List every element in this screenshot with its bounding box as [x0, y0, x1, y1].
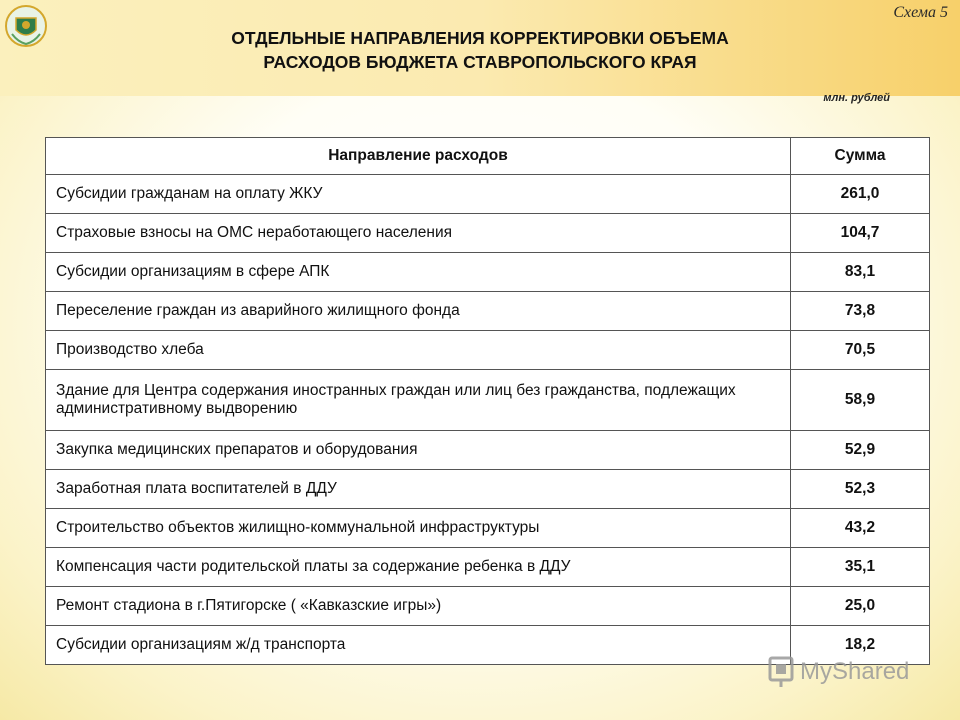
emblem-icon — [4, 4, 48, 48]
row-direction: Субсидии организациям в сфере АПК — [46, 253, 791, 292]
table-header-row — [46, 138, 930, 175]
row-direction: Страховые взносы на ОМС неработающего населения — [46, 214, 791, 253]
watermark — [768, 656, 909, 688]
table-row — [46, 548, 930, 587]
title-line-2: РАСХОДОВ БЮДЖЕТА СТАВРОПОЛЬСКОГО КРАЯ — [263, 52, 697, 72]
row-direction: Переселение граждан из аварийного жилищного фонда — [46, 292, 791, 331]
row-amount: 73,8 — [791, 292, 930, 331]
row-amount: 104,7 — [791, 214, 930, 253]
table-row — [46, 175, 930, 214]
table-row — [46, 292, 930, 331]
presentation-icon — [768, 656, 794, 688]
row-amount: 261,0 — [791, 175, 930, 214]
row-direction: Ремонт стадиона в г.Пятигорске ( «Кавказские игры») — [46, 587, 791, 626]
table-row — [46, 587, 930, 626]
column-header-direction: Направление расходов — [46, 138, 791, 175]
table-row — [46, 470, 930, 509]
row-direction: Здание для Центра содержания иностранных граждан или лиц без гражданства, подлежащих административному выдворению — [46, 370, 791, 431]
row-direction: Субсидии гражданам на оплату ЖКУ — [46, 175, 791, 214]
budget-table — [45, 137, 930, 665]
watermark-text: MyShared — [800, 658, 910, 685]
table-row — [46, 214, 930, 253]
table-row — [46, 331, 930, 370]
row-direction: Закупка медицинских препаратов и оборудования — [46, 431, 791, 470]
units-label: млн. рублей — [823, 92, 890, 104]
row-direction: Заработная плата воспитателей в ДДУ — [46, 470, 791, 509]
row-amount: 70,5 — [791, 331, 930, 370]
table-row — [46, 509, 930, 548]
row-amount: 52,9 — [791, 431, 930, 470]
scheme-label: Схема 5 — [893, 4, 948, 21]
title-line-1: ОТДЕЛЬНЫЕ НАПРАВЛЕНИЯ КОРРЕКТИРОВКИ ОБЪЕМА — [231, 28, 729, 48]
column-header-amount: Сумма — [791, 138, 930, 175]
row-amount: 18,2 — [791, 626, 930, 665]
row-direction: Строительство объектов жилищно-коммунальной инфраструктуры — [46, 509, 791, 548]
row-amount: 43,2 — [791, 509, 930, 548]
row-direction: Компенсация части родительской платы за содержание ребенка в ДДУ — [46, 548, 791, 587]
row-amount: 25,0 — [791, 587, 930, 626]
table-row — [46, 431, 930, 470]
row-amount: 52,3 — [791, 470, 930, 509]
table-row — [46, 370, 930, 431]
row-direction: Производство хлеба — [46, 331, 791, 370]
page-title — [120, 26, 840, 74]
row-amount: 58,9 — [791, 370, 930, 431]
row-direction: Субсидии организациям ж/д транспорта — [46, 626, 791, 665]
row-amount: 35,1 — [791, 548, 930, 587]
table-row — [46, 253, 930, 292]
row-amount: 83,1 — [791, 253, 930, 292]
